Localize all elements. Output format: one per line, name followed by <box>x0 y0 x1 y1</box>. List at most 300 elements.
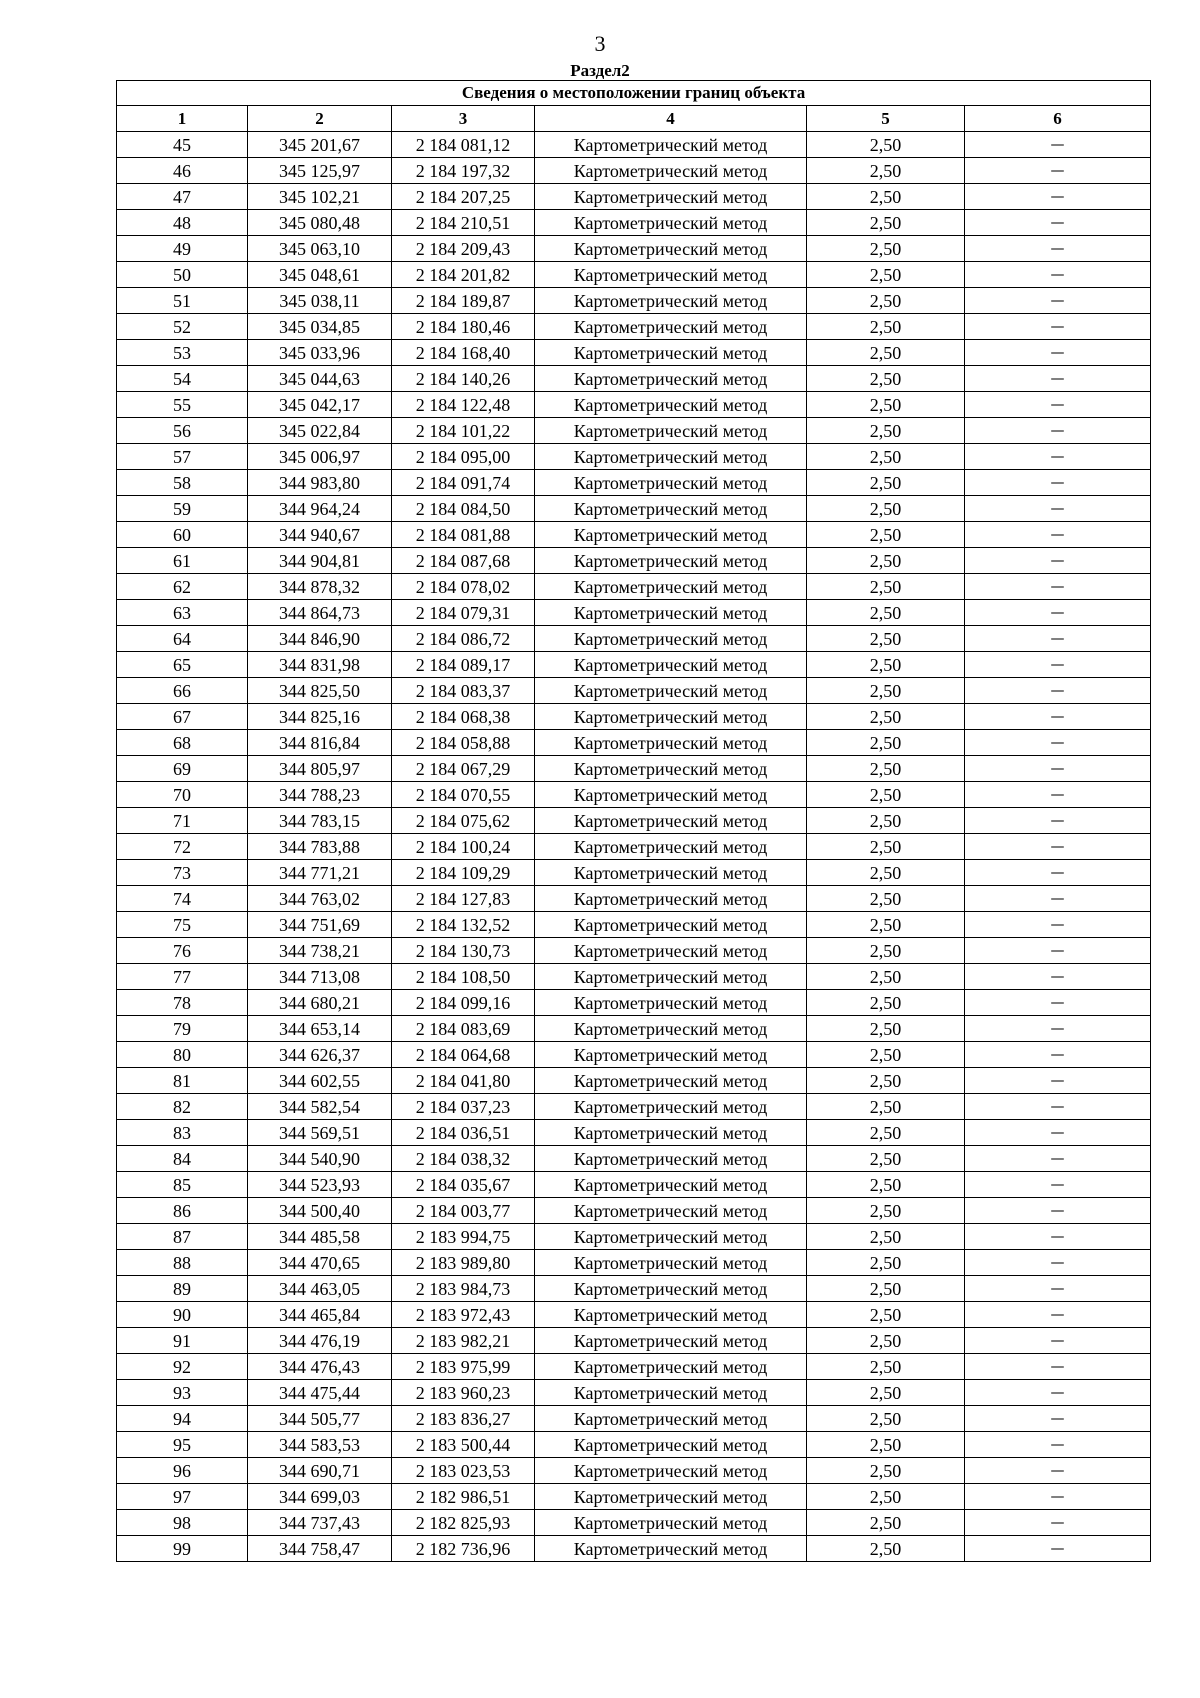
description-cell: — <box>965 1068 1151 1094</box>
description-cell: — <box>965 1042 1151 1068</box>
description-cell: — <box>965 652 1151 678</box>
table-row <box>117 886 1151 912</box>
table-row <box>117 600 1151 626</box>
description-cell: — <box>965 574 1151 600</box>
y-coordinate-cell: 2 182 825,93 <box>392 1510 535 1536</box>
table-row <box>117 1250 1151 1276</box>
y-coordinate-cell: 2 184 108,50 <box>392 964 535 990</box>
y-coordinate-cell: 2 183 960,23 <box>392 1380 535 1406</box>
point-number-cell: 87 <box>117 1224 248 1250</box>
table-row <box>117 808 1151 834</box>
y-coordinate-cell: 2 184 064,68 <box>392 1042 535 1068</box>
accuracy-cell: 2,50 <box>807 1146 965 1172</box>
x-coordinate-cell: 344 904,81 <box>248 548 392 574</box>
point-number-cell: 97 <box>117 1484 248 1510</box>
description-cell: — <box>965 834 1151 860</box>
description-cell: — <box>965 1224 1151 1250</box>
y-coordinate-cell: 2 184 109,29 <box>392 860 535 886</box>
x-coordinate-cell: 344 805,97 <box>248 756 392 782</box>
y-coordinate-cell: 2 184 180,46 <box>392 314 535 340</box>
table-caption: Сведения о местоположении границ объекта <box>117 81 1151 106</box>
x-coordinate-cell: 345 038,11 <box>248 288 392 314</box>
x-coordinate-cell: 344 831,98 <box>248 652 392 678</box>
table-row <box>117 652 1151 678</box>
point-number-cell: 91 <box>117 1328 248 1354</box>
point-number-cell: 57 <box>117 444 248 470</box>
y-coordinate-cell: 2 184 122,48 <box>392 392 535 418</box>
y-coordinate-cell: 2 184 095,00 <box>392 444 535 470</box>
method-cell: Картометрический метод <box>535 626 807 652</box>
method-cell: Картометрический метод <box>535 990 807 1016</box>
method-cell: Картометрический метод <box>535 964 807 990</box>
point-number-cell: 84 <box>117 1146 248 1172</box>
table-caption-row <box>117 81 1151 106</box>
accuracy-cell: 2,50 <box>807 990 965 1016</box>
table-row <box>117 756 1151 782</box>
method-cell: Картометрический метод <box>535 600 807 626</box>
x-coordinate-cell: 344 690,71 <box>248 1458 392 1484</box>
x-coordinate-cell: 345 042,17 <box>248 392 392 418</box>
y-coordinate-cell: 2 184 209,43 <box>392 236 535 262</box>
method-cell: Картометрический метод <box>535 340 807 366</box>
y-coordinate-cell: 2 184 081,88 <box>392 522 535 548</box>
y-coordinate-cell: 2 184 081,12 <box>392 132 535 158</box>
x-coordinate-cell: 345 063,10 <box>248 236 392 262</box>
description-cell: — <box>965 1458 1151 1484</box>
point-number-cell: 74 <box>117 886 248 912</box>
x-coordinate-cell: 344 582,54 <box>248 1094 392 1120</box>
point-number-cell: 47 <box>117 184 248 210</box>
description-cell: — <box>965 1094 1151 1120</box>
accuracy-cell: 2,50 <box>807 1354 965 1380</box>
table-row <box>117 1224 1151 1250</box>
description-cell: — <box>965 470 1151 496</box>
table-row <box>117 1536 1151 1562</box>
method-cell: Картометрический метод <box>535 1432 807 1458</box>
accuracy-cell: 2,50 <box>807 1536 965 1562</box>
description-cell: — <box>965 756 1151 782</box>
method-cell: Картометрический метод <box>535 444 807 470</box>
accuracy-cell: 2,50 <box>807 704 965 730</box>
table-row <box>117 1016 1151 1042</box>
y-coordinate-cell: 2 184 140,26 <box>392 366 535 392</box>
x-coordinate-cell: 344 540,90 <box>248 1146 392 1172</box>
method-cell: Картометрический метод <box>535 1458 807 1484</box>
method-cell: Картометрический метод <box>535 1328 807 1354</box>
y-coordinate-cell: 2 184 083,69 <box>392 1016 535 1042</box>
table-row <box>117 444 1151 470</box>
accuracy-cell: 2,50 <box>807 314 965 340</box>
table-row <box>117 1146 1151 1172</box>
table-row <box>117 366 1151 392</box>
y-coordinate-cell: 2 184 099,16 <box>392 990 535 1016</box>
table-row <box>117 418 1151 444</box>
point-number-cell: 93 <box>117 1380 248 1406</box>
description-cell: — <box>965 522 1151 548</box>
method-cell: Картометрический метод <box>535 236 807 262</box>
description-cell: — <box>965 1146 1151 1172</box>
table-row <box>117 288 1151 314</box>
table-row <box>117 730 1151 756</box>
point-number-cell: 59 <box>117 496 248 522</box>
method-cell: Картометрический метод <box>535 496 807 522</box>
y-coordinate-cell: 2 183 500,44 <box>392 1432 535 1458</box>
point-number-cell: 46 <box>117 158 248 184</box>
point-number-cell: 68 <box>117 730 248 756</box>
method-cell: Картометрический метод <box>535 886 807 912</box>
point-number-cell: 65 <box>117 652 248 678</box>
description-cell: — <box>965 262 1151 288</box>
description-cell: — <box>965 782 1151 808</box>
y-coordinate-cell: 2 184 036,51 <box>392 1120 535 1146</box>
description-cell: — <box>965 1380 1151 1406</box>
method-cell: Картометрический метод <box>535 1380 807 1406</box>
column-header: 3 <box>392 106 535 132</box>
description-cell: — <box>965 1250 1151 1276</box>
table-row <box>117 678 1151 704</box>
point-number-cell: 86 <box>117 1198 248 1224</box>
description-cell: — <box>965 964 1151 990</box>
point-number-cell: 61 <box>117 548 248 574</box>
description-cell: — <box>965 938 1151 964</box>
accuracy-cell: 2,50 <box>807 756 965 782</box>
point-number-cell: 98 <box>117 1510 248 1536</box>
description-cell: — <box>965 392 1151 418</box>
method-cell: Картометрический метод <box>535 1224 807 1250</box>
point-number-cell: 80 <box>117 1042 248 1068</box>
column-header: 1 <box>117 106 248 132</box>
x-coordinate-cell: 344 846,90 <box>248 626 392 652</box>
x-coordinate-cell: 344 465,84 <box>248 1302 392 1328</box>
accuracy-cell: 2,50 <box>807 860 965 886</box>
y-coordinate-cell: 2 184 100,24 <box>392 834 535 860</box>
point-number-cell: 69 <box>117 756 248 782</box>
point-number-cell: 50 <box>117 262 248 288</box>
method-cell: Картометрический метод <box>535 210 807 236</box>
x-coordinate-cell: 344 583,53 <box>248 1432 392 1458</box>
description-cell: — <box>965 1276 1151 1302</box>
y-coordinate-cell: 2 184 083,37 <box>392 678 535 704</box>
description-cell: — <box>965 808 1151 834</box>
x-coordinate-cell: 345 080,48 <box>248 210 392 236</box>
accuracy-cell: 2,50 <box>807 626 965 652</box>
point-number-cell: 94 <box>117 1406 248 1432</box>
x-coordinate-cell: 345 125,97 <box>248 158 392 184</box>
x-coordinate-cell: 344 680,21 <box>248 990 392 1016</box>
method-cell: Картометрический метод <box>535 1406 807 1432</box>
description-cell: — <box>965 1510 1151 1536</box>
y-coordinate-cell: 2 184 201,82 <box>392 262 535 288</box>
method-cell: Картометрический метод <box>535 782 807 808</box>
y-coordinate-cell: 2 184 003,77 <box>392 1198 535 1224</box>
method-cell: Картометрический метод <box>535 1016 807 1042</box>
accuracy-cell: 2,50 <box>807 730 965 756</box>
y-coordinate-cell: 2 184 127,83 <box>392 886 535 912</box>
point-number-cell: 66 <box>117 678 248 704</box>
table-row <box>117 1432 1151 1458</box>
table-row <box>117 496 1151 522</box>
y-coordinate-cell: 2 183 984,73 <box>392 1276 535 1302</box>
x-coordinate-cell: 344 602,55 <box>248 1068 392 1094</box>
method-cell: Картометрический метод <box>535 1354 807 1380</box>
accuracy-cell: 2,50 <box>807 912 965 938</box>
y-coordinate-cell: 2 183 982,21 <box>392 1328 535 1354</box>
point-number-cell: 88 <box>117 1250 248 1276</box>
method-cell: Картометрический метод <box>535 704 807 730</box>
y-coordinate-cell: 2 184 091,74 <box>392 470 535 496</box>
point-number-cell: 90 <box>117 1302 248 1328</box>
x-coordinate-cell: 344 476,43 <box>248 1354 392 1380</box>
description-cell: — <box>965 626 1151 652</box>
method-cell: Картометрический метод <box>535 1276 807 1302</box>
table-row <box>117 262 1151 288</box>
column-header: 6 <box>965 106 1151 132</box>
y-coordinate-cell: 2 184 189,87 <box>392 288 535 314</box>
table-row <box>117 938 1151 964</box>
description-cell: — <box>965 1354 1151 1380</box>
method-cell: Картометрический метод <box>535 756 807 782</box>
method-cell: Картометрический метод <box>535 366 807 392</box>
accuracy-cell: 2,50 <box>807 1120 965 1146</box>
point-number-cell: 82 <box>117 1094 248 1120</box>
y-coordinate-cell: 2 184 197,32 <box>392 158 535 184</box>
point-number-cell: 81 <box>117 1068 248 1094</box>
y-coordinate-cell: 2 183 972,43 <box>392 1302 535 1328</box>
y-coordinate-cell: 2 184 079,31 <box>392 600 535 626</box>
table-row <box>117 1276 1151 1302</box>
description-cell: — <box>965 184 1151 210</box>
description-cell: — <box>965 314 1151 340</box>
y-coordinate-cell: 2 184 067,29 <box>392 756 535 782</box>
table-row <box>117 1354 1151 1380</box>
column-header: 2 <box>248 106 392 132</box>
table-row <box>117 470 1151 496</box>
method-cell: Картометрический метод <box>535 158 807 184</box>
accuracy-cell: 2,50 <box>807 392 965 418</box>
method-cell: Картометрический метод <box>535 912 807 938</box>
description-cell: — <box>965 1328 1151 1354</box>
x-coordinate-cell: 344 783,88 <box>248 834 392 860</box>
table-row <box>117 574 1151 600</box>
method-cell: Картометрический метод <box>535 1536 807 1562</box>
y-coordinate-cell: 2 184 089,17 <box>392 652 535 678</box>
description-cell: — <box>965 990 1151 1016</box>
method-cell: Картометрический метод <box>535 1250 807 1276</box>
point-number-cell: 60 <box>117 522 248 548</box>
description-cell: — <box>965 704 1151 730</box>
point-number-cell: 64 <box>117 626 248 652</box>
method-cell: Картометрический метод <box>535 834 807 860</box>
table-row <box>117 392 1151 418</box>
accuracy-cell: 2,50 <box>807 834 965 860</box>
y-coordinate-cell: 2 184 070,55 <box>392 782 535 808</box>
table-row <box>117 626 1151 652</box>
description-cell: — <box>965 860 1151 886</box>
x-coordinate-cell: 344 475,44 <box>248 1380 392 1406</box>
y-coordinate-cell: 2 183 023,53 <box>392 1458 535 1484</box>
y-coordinate-cell: 2 183 994,75 <box>392 1224 535 1250</box>
point-number-cell: 92 <box>117 1354 248 1380</box>
table-row <box>117 860 1151 886</box>
method-cell: Картометрический метод <box>535 574 807 600</box>
y-coordinate-cell: 2 183 989,80 <box>392 1250 535 1276</box>
method-cell: Картометрический метод <box>535 652 807 678</box>
point-number-cell: 51 <box>117 288 248 314</box>
method-cell: Картометрический метод <box>535 184 807 210</box>
description-cell: — <box>965 730 1151 756</box>
accuracy-cell: 2,50 <box>807 1276 965 1302</box>
method-cell: Картометрический метод <box>535 392 807 418</box>
accuracy-cell: 2,50 <box>807 782 965 808</box>
method-cell: Картометрический метод <box>535 1120 807 1146</box>
description-cell: — <box>965 1432 1151 1458</box>
y-coordinate-cell: 2 184 087,68 <box>392 548 535 574</box>
table-row <box>117 184 1151 210</box>
description-cell: — <box>965 1016 1151 1042</box>
y-coordinate-cell: 2 184 058,88 <box>392 730 535 756</box>
point-number-cell: 71 <box>117 808 248 834</box>
table-row <box>117 912 1151 938</box>
table-row <box>117 522 1151 548</box>
point-number-cell: 58 <box>117 470 248 496</box>
y-coordinate-cell: 2 184 038,32 <box>392 1146 535 1172</box>
method-cell: Картометрический метод <box>535 1042 807 1068</box>
method-cell: Картометрический метод <box>535 1172 807 1198</box>
table-row <box>117 210 1151 236</box>
x-coordinate-cell: 344 964,24 <box>248 496 392 522</box>
accuracy-cell: 2,50 <box>807 574 965 600</box>
accuracy-cell: 2,50 <box>807 652 965 678</box>
point-number-cell: 77 <box>117 964 248 990</box>
description-cell: — <box>965 1198 1151 1224</box>
method-cell: Картометрический метод <box>535 1146 807 1172</box>
y-coordinate-cell: 2 184 037,23 <box>392 1094 535 1120</box>
point-number-cell: 67 <box>117 704 248 730</box>
accuracy-cell: 2,50 <box>807 1484 965 1510</box>
x-coordinate-cell: 345 201,67 <box>248 132 392 158</box>
table-row <box>117 1198 1151 1224</box>
point-number-cell: 96 <box>117 1458 248 1484</box>
description-cell: — <box>965 1120 1151 1146</box>
x-coordinate-cell: 345 048,61 <box>248 262 392 288</box>
x-coordinate-cell: 344 626,37 <box>248 1042 392 1068</box>
description-cell: — <box>965 444 1151 470</box>
method-cell: Картометрический метод <box>535 470 807 496</box>
x-coordinate-cell: 344 737,43 <box>248 1510 392 1536</box>
accuracy-cell: 2,50 <box>807 210 965 236</box>
accuracy-cell: 2,50 <box>807 964 965 990</box>
method-cell: Картометрический метод <box>535 938 807 964</box>
point-number-cell: 76 <box>117 938 248 964</box>
table-row <box>117 1042 1151 1068</box>
accuracy-cell: 2,50 <box>807 444 965 470</box>
method-cell: Картометрический метод <box>535 288 807 314</box>
y-coordinate-cell: 2 184 207,25 <box>392 184 535 210</box>
accuracy-cell: 2,50 <box>807 808 965 834</box>
description-cell: — <box>965 1406 1151 1432</box>
point-number-cell: 70 <box>117 782 248 808</box>
x-coordinate-cell: 345 033,96 <box>248 340 392 366</box>
y-coordinate-cell: 2 184 041,80 <box>392 1068 535 1094</box>
x-coordinate-cell: 344 569,51 <box>248 1120 392 1146</box>
page-number: 3 <box>594 31 606 56</box>
table-row <box>117 1068 1151 1094</box>
table-body <box>117 132 1151 1562</box>
x-coordinate-cell: 345 034,85 <box>248 314 392 340</box>
accuracy-cell: 2,50 <box>807 470 965 496</box>
table-row <box>117 236 1151 262</box>
accuracy-cell: 2,50 <box>807 288 965 314</box>
method-cell: Картометрический метод <box>535 730 807 756</box>
description-cell: — <box>965 1302 1151 1328</box>
point-number-cell: 52 <box>117 314 248 340</box>
accuracy-cell: 2,50 <box>807 236 965 262</box>
method-cell: Картометрический метод <box>535 418 807 444</box>
y-coordinate-cell: 2 184 168,40 <box>392 340 535 366</box>
accuracy-cell: 2,50 <box>807 548 965 574</box>
accuracy-cell: 2,50 <box>807 1172 965 1198</box>
table-row <box>117 1458 1151 1484</box>
point-number-cell: 53 <box>117 340 248 366</box>
point-number-cell: 72 <box>117 834 248 860</box>
y-coordinate-cell: 2 184 086,72 <box>392 626 535 652</box>
point-number-cell: 63 <box>117 600 248 626</box>
table-row <box>117 340 1151 366</box>
x-coordinate-cell: 345 102,21 <box>248 184 392 210</box>
x-coordinate-cell: 344 788,23 <box>248 782 392 808</box>
description-cell: — <box>965 548 1151 574</box>
table-row <box>117 132 1151 158</box>
accuracy-cell: 2,50 <box>807 1224 965 1250</box>
x-coordinate-cell: 344 825,50 <box>248 678 392 704</box>
x-coordinate-cell: 345 006,97 <box>248 444 392 470</box>
accuracy-cell: 2,50 <box>807 418 965 444</box>
y-coordinate-cell: 2 184 130,73 <box>392 938 535 964</box>
description-cell: — <box>965 1172 1151 1198</box>
method-cell: Картометрический метод <box>535 314 807 340</box>
point-number-cell: 54 <box>117 366 248 392</box>
description-cell: — <box>965 210 1151 236</box>
point-number-cell: 83 <box>117 1120 248 1146</box>
table-row <box>117 1380 1151 1406</box>
accuracy-cell: 2,50 <box>807 366 965 392</box>
accuracy-cell: 2,50 <box>807 1094 965 1120</box>
point-number-cell: 45 <box>117 132 248 158</box>
x-coordinate-cell: 344 816,84 <box>248 730 392 756</box>
description-cell: — <box>965 288 1151 314</box>
point-number-cell: 48 <box>117 210 248 236</box>
description-cell: — <box>965 158 1151 184</box>
accuracy-cell: 2,50 <box>807 1380 965 1406</box>
column-header: 5 <box>807 106 965 132</box>
accuracy-cell: 2,50 <box>807 1432 965 1458</box>
y-coordinate-cell: 2 182 736,96 <box>392 1536 535 1562</box>
accuracy-cell: 2,50 <box>807 938 965 964</box>
description-cell: — <box>965 236 1151 262</box>
x-coordinate-cell: 344 751,69 <box>248 912 392 938</box>
method-cell: Картометрический метод <box>535 548 807 574</box>
point-number-cell: 99 <box>117 1536 248 1562</box>
x-coordinate-cell: 344 713,08 <box>248 964 392 990</box>
column-header: 4 <box>535 106 807 132</box>
table-row <box>117 1172 1151 1198</box>
description-cell: — <box>965 912 1151 938</box>
x-coordinate-cell: 344 983,80 <box>248 470 392 496</box>
x-coordinate-cell: 344 940,67 <box>248 522 392 548</box>
method-cell: Картометрический метод <box>535 522 807 548</box>
accuracy-cell: 2,50 <box>807 678 965 704</box>
x-coordinate-cell: 344 470,65 <box>248 1250 392 1276</box>
